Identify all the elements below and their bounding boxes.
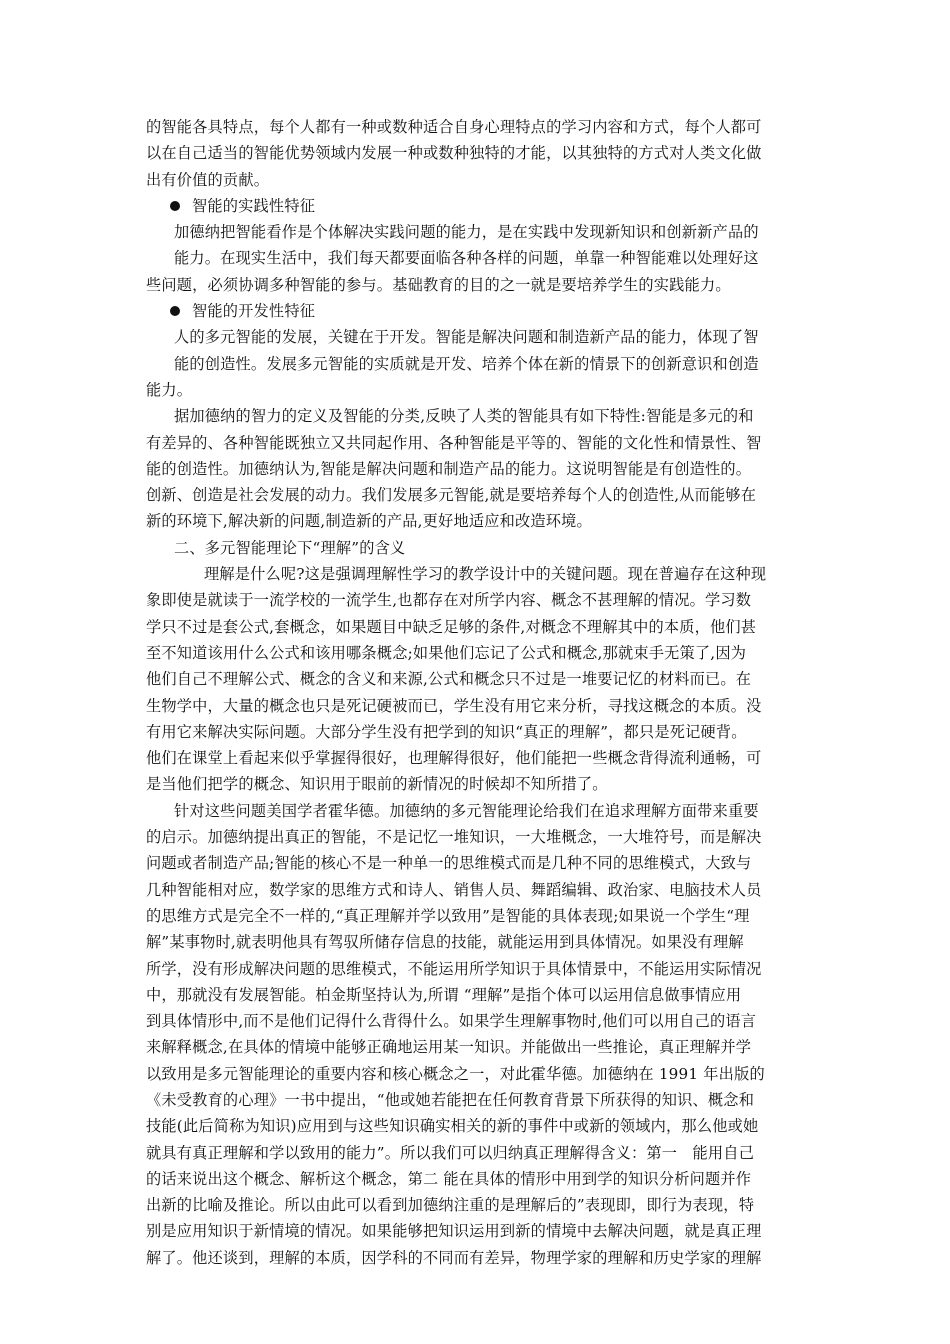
text-line: 问题或者制造产品;智能的核心不是一种单一的思维模式而是几种不同的思维模式，大致与 — [146, 854, 752, 873]
text-line: 技能(此后简称为知识)应用到与这些知识确实相关的新的事件中或新的领域内，那么他或她 — [146, 1117, 759, 1136]
text-line: 他们在课堂上看起来似乎掌握得很好，也理解得很好，他们能把一些概念背得流利通畅，可 — [146, 749, 762, 768]
text-line: 以在自己适当的智能优势领域内发展一种或数种独特的才能，以其独特的方式对人类文化做 — [146, 144, 762, 163]
text-line: 有差异的、各种智能既独立又共同起作用、各种智能是平等的、智能的文化性和情景性、智 — [146, 433, 762, 452]
bullet-heading-text: 智能的开发性特征 — [192, 302, 316, 321]
text-line: 创新、创造是社会发展的动力。我们发展多元智能,就是要培养每个人的创造性,从而能够在 — [146, 486, 757, 505]
text-line: 中，那就没有发展智能。柏金斯坚持认为,所谓 “理解”是指个体可以运用信息做事情应用 — [146, 985, 742, 1004]
text-line: 至不知道该用什么公式和该用哪条概念;如果他们忘记了公式和概念,那就束手无策了,因为 — [146, 643, 747, 662]
text-line: 能的创造性。发展多元智能的实质就是开发、培养个体在新的情景下的创新意识和创造 — [174, 354, 759, 373]
section-heading: 二、多元智能理论下“理解”的含义 — [174, 538, 406, 557]
text-line: 所学，没有形成解决问题的思维模式，不能运用所学知识于具体情景中，不能运用实际情况 — [146, 959, 762, 978]
text-line: 能力。在现实生活中，我们每天都要面临各种各样的问题，单靠一种智能难以处理好这 — [174, 249, 759, 268]
text-line: 《未受教育的心理》一书中提出，“他或她若能把在任何教育背景下所获得的知识、概念和 — [146, 1090, 755, 1109]
bullet-heading-text: 智能的实践性特征 — [192, 196, 316, 215]
text-line: 学只不过是套公式,套概念，如果题目中缺乏足够的条件,对概念不理解其中的本质，他们甚 — [146, 617, 757, 636]
text-line: 据加德纳的智力的定义及智能的分类,反映了人类的智能具有如下特性:智能是多元的和 — [174, 407, 754, 426]
text-line: 人的多元智能的发展，关键在于开发。智能是解决问题和制造新产品的能力，体现了智 — [174, 328, 759, 347]
text-line: 加德纳把智能看作是个体解决实践问题的能力，是在实践中发现新知识和创新新产品的 — [174, 223, 759, 242]
text-line: 解了。他还谈到，理解的本质，因学科的不同而有差异，物理学家的理解和历史学家的理解 — [146, 1248, 762, 1267]
text-line: 就具有真正理解和学以致用的能力”。所以我们可以归纳真正理解得含义：第一 能用自己 — [146, 1143, 755, 1162]
text-line: 别是应用知识于新情境的情况。如果能够把知识运用到新的情境中去解决问题，就是真正理 — [146, 1222, 762, 1241]
text-line: 出新的比喻及推论。所以由此可以看到加德纳注重的是理解后的”表现即，即行为表现，特 — [146, 1196, 755, 1215]
text-line: 到具体情形中,而不是他们记得什么背得什么。如果学生理解事物时,他们可以用自己的语言 — [146, 1012, 757, 1031]
text-line: 以致用是多元智能理论的重要内容和核心概念之一，对此霍华德。加德纳在 1991 年出版的 — [146, 1064, 765, 1083]
bullet-icon — [170, 306, 180, 316]
text-line: 的话来说出这个概念、解析这个概念，第二 能在具体的情形中用到学的知识分析问题并作 — [146, 1169, 752, 1188]
text-line: 有用它来解决实际问题。大部分学生没有把学到的知识“真正的理解”，都只是死记硬背。 — [146, 722, 747, 741]
text-line: 的智能各具特点，每个人都有一种或数种适合自身心理特点的学习内容和方式，每个人都可 — [146, 118, 762, 136]
text-line: 针对这些问题美国学者霍华德。加德纳的多元智能理论给我们在追求理解方面带来重要 — [174, 801, 759, 820]
text-line: 是当他们把学的概念、知识用于眼前的新情况的时候却不知所措了。 — [146, 775, 608, 794]
text-line: 来解释概念,在具体的情境中能够正确地运用某一知识。并能做出一些推论，真正理解并学 — [146, 1038, 752, 1057]
bullet-heading-development — [146, 298, 810, 324]
text-line: 解”某事物时,就表明他具有驾驭所储存信息的技能，就能运用到具体情况。如果没有理解 — [146, 933, 744, 952]
bullet-icon — [170, 201, 180, 211]
text-line: 的思维方式是完全不一样的,“真正理解并学以致用”是智能的具体表现;如果说一个学生“理 — [146, 906, 750, 925]
text-line: 的启示。加德纳提出真正的智能，不是记忆一堆知识，一大堆概念，一大堆符号，而是解决 — [146, 828, 762, 847]
text-line: 生物学中，大量的概念也只是死记硬被而已，学生没有用它来分析，寻找这概念的本质。没 — [146, 696, 762, 715]
text-line: 能的创造性。加德纳认为,智能是解决问题和制造产品的能力。这说明智能是有创造性的。 — [146, 459, 752, 478]
text-line: 他们自己不理解公式、概念的含义和来源,公式和概念只不过是一堆要记忆的材料而已。在 — [146, 670, 752, 689]
text-line: 几种智能相对应，数学家的思维方式和诗人、销售人员、舞蹈编辑、政治家、电脑技术人员 — [146, 880, 762, 899]
text-line: 出有价值的贡献。 — [146, 170, 270, 189]
text-line: 能力。 — [146, 380, 193, 399]
document-body — [146, 114, 810, 1271]
bullet-heading-practical — [146, 193, 810, 219]
text-line: 新的环境下,解决新的问题,制造新的产品,更好地适应和改造环境。 — [146, 512, 592, 531]
text-line: 些问题，必须协调多种智能的参与。基础教育的目的之一就是要培养学生的实践能力。 — [146, 275, 731, 294]
text-line: 象即使是就读于一流学校的一流学生,也都存在对所学内容、概念不甚理解的情况。学习数 — [146, 591, 752, 610]
text-line: 理解是什么呢?这是强调理解性学习的教学设计中的关键问题。现在普遍存在这种现 — [204, 565, 767, 584]
